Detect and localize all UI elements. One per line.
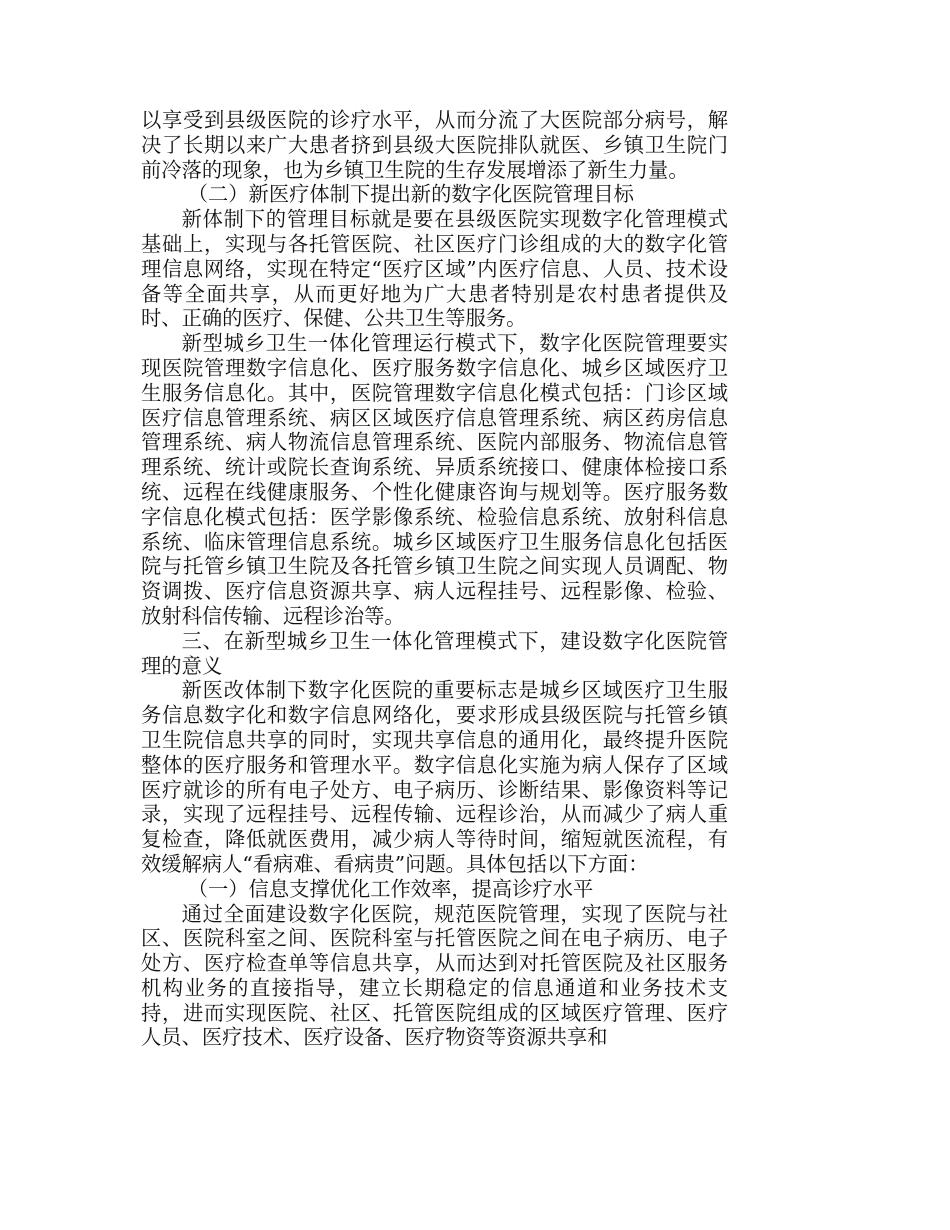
paragraph-informatization-modes: 新型城乡卫生一体化管理运行模式下，数字化医院管理要实现医院管理数字信息化、医疗服务数字信息化、城乡区域医疗卫生服务信息化。其中，医院管理数字信息化模式包括：门诊区域医疗信息管理系统、病区区域医疗信息管理系统、病区药房信息管理系统、病人物流信息管理系统、医院内部服务、物流信息管理系统、统计或院长查询系统、异质系统接口、健康体检接口系统、远程在线健康服务、个性化健康咨询与规划等。医疗服务数字信息化模式包括：医学影像系统、检验信息系统、放射科信息系统、临床管理信息系统。城乡区域医疗卫生服务信息化包括医院与托管乡镇卫生院及各托管乡镇卫生院之间实现人员调配、物资调拨、医疗信息资源共享、病人远程挂号、远程影像、检验、放射科信传输、远程诊治等。 bbox=[141, 331, 728, 628]
section-heading-significance: 三、在新型城乡卫生一体化管理模式下，建设数字化医院管理的意义 bbox=[141, 628, 728, 678]
paragraph-continuation: 以享受到县级医院的诊疗水平，从而分流了大医院部分病号，解决了长期以来广大患者挤到县级大医院排队就医、乡镇卫生院门前冷落的现象，也为乡镇卫生院的生存发展增添了新生力量。 bbox=[141, 108, 728, 182]
section-heading-efficiency: （一）信息支撑优化工作效率，提高诊疗水平 bbox=[187, 876, 594, 901]
document-page bbox=[141, 108, 728, 1050]
paragraph-management-goal: 新体制下的管理目标就是要在县级医院实现数字化管理模式基础上，实现与各托管医院、社区医疗门诊组成的大的数字化管理信息网络，实现在特定“医疗区域”内医疗信息、人员、技术设备等全面共享，从而更好地为广大患者特别是农村患者提供及时、正确的医疗、保健、公共卫生等服务。 bbox=[141, 207, 728, 331]
paragraph-significance: 新医改体制下数字化医院的重要标志是城乡区域医疗卫生服务信息数字化和数字信息网络化，要求形成县级医院与托管乡镇卫生院信息共享的同时，实现共享信息的通用化，最终提升医院整体的医疗服务和管理水平。数字信息化实施为病人保存了区域医疗就诊的所有电子处方、电子病历、诊断结果、影像资料等记录，实现了远程挂号、远程传输、远程诊治，从而减少了病人重复检查，降低就医费用，减少病人等待时间，缩短就医流程，有效缓解病人“看病难、看病贵”问题。具体包括以下方面： bbox=[141, 678, 728, 876]
section-heading-digital-management-goal: （二）新医疗体制下提出新的数字化医院管理目标 bbox=[187, 182, 634, 207]
paragraph-efficiency: 通过全面建设数字化医院，规范医院管理，实现了医院与社区、医院科室之间、医院科室与托管医院之间在电子病历、电子处方、医疗检查单等信息共享，从而达到对托管医院及社区服务机构业务的直接指导，建立长期稳定的信息通道和业务技术支持，进而实现医院、社区、托管医院组成的区域医疗管理、医疗人员、医疗技术、医疗设备、医疗物资等资源共享和 bbox=[141, 901, 728, 1050]
